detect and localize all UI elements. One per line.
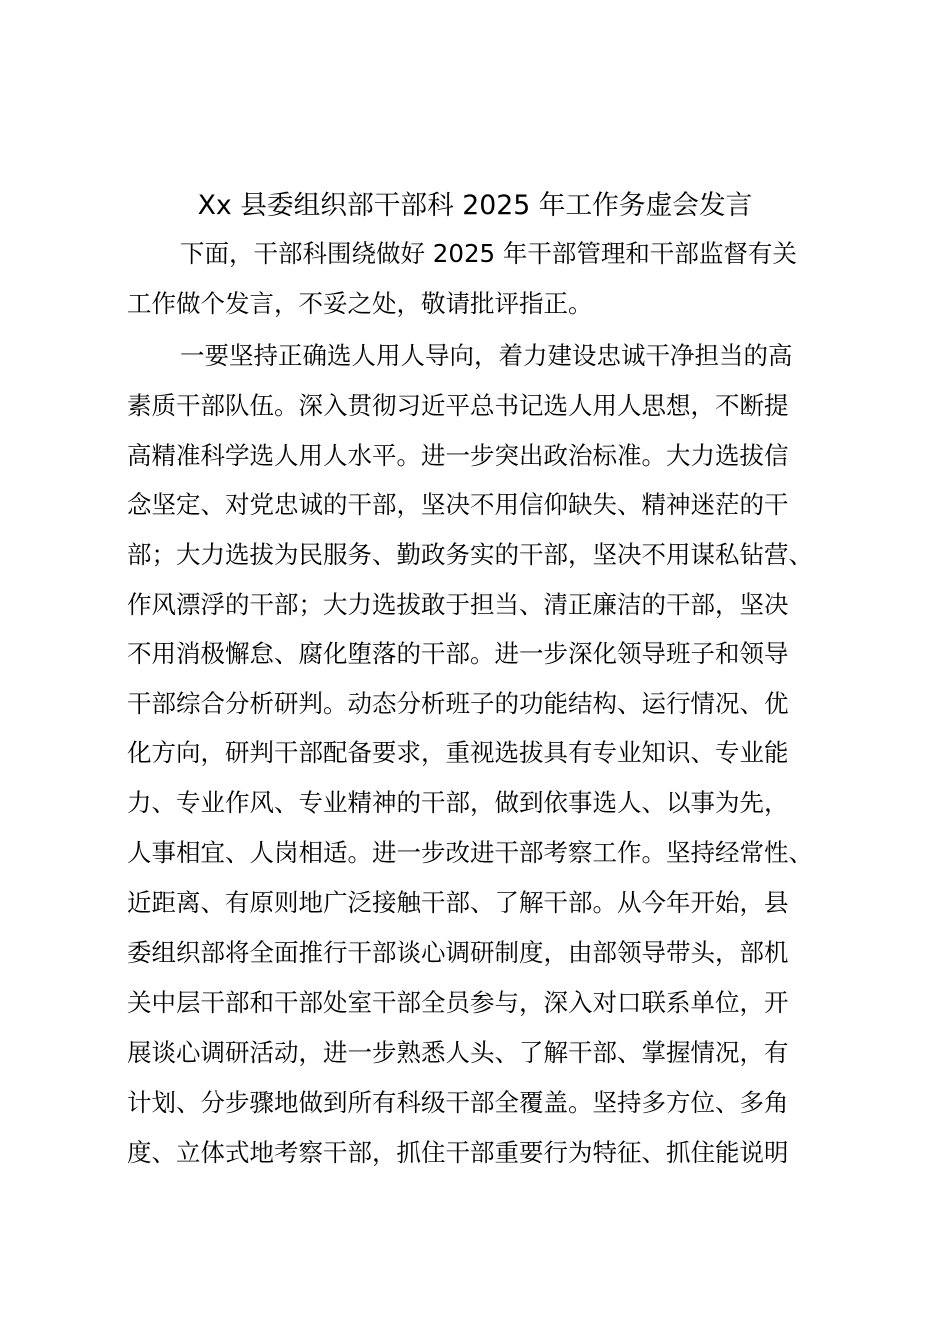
paragraph-2-line-10: 力、专业作风、专业精神的干部，做到依事选人、以事为先， <box>127 788 789 817</box>
paragraph-2-line-8: 干部综合分析研判。动态分析班子的功能结构、运行情况、优 <box>127 689 789 718</box>
paragraph-2-line-1: 一要坚持正确选人用人导向，着力建设忠诚干净担当的高 <box>180 341 793 370</box>
paragraph-2-line-6: 作风漂浮的干部；大力选拔敢于担当、清正廉洁的干部，坚决 <box>127 590 789 619</box>
paragraph-2-line-3: 高精准科学选人用人水平。进一步突出政治标准。大力选拔信 <box>127 441 789 470</box>
document-title: Xx 县委组织部干部科 2025 年工作务虚会发言 <box>197 190 753 221</box>
paragraph-2-line-9: 化方向，研判干部配备要求，重视选拔具有专业知识、专业能 <box>127 738 789 767</box>
paragraph-1-line-1: 下面，干部科围绕做好 2025 年干部管理和干部监督有关 <box>180 239 797 268</box>
paragraph-2-line-4: 念坚定、对党忠诚的干部，坚决不用信仰缺失、精神迷茫的干 <box>127 490 789 519</box>
paragraph-2-line-17: 度、立体式地考察干部，抓住干部重要行为特征、抓住能说明 <box>127 1138 789 1167</box>
paragraph-2-line-2: 素质干部队伍。深入贯彻习近平总书记选人用人思想，不断提 <box>127 391 789 420</box>
paragraph-2-line-12: 近距离、有原则地广泛接触干部、了解干部。从今年开始，县 <box>127 888 789 917</box>
paragraph-2-line-5: 部；大力选拔为民服务、勤政务实的干部，坚决不用谋私钻营、 <box>127 540 813 569</box>
paragraph-2-line-11: 人事相宜、人岗相适。进一步改进干部考察工作。坚持经常性、 <box>127 838 813 867</box>
paragraph-2-line-14: 关中层干部和干部处室干部全员参与，深入对口联系单位，开 <box>127 988 789 1017</box>
paragraph-2-line-15: 展谈心调研活动，进一步熟悉人头、了解干部、掌握情况，有 <box>127 1038 789 1067</box>
paragraph-2-line-13: 委组织部将全面推行干部谈心调研制度，由部领导带头，部机 <box>127 938 789 967</box>
paragraph-1-line-2: 工作做个发言，不妥之处，敬请批评指正。 <box>127 289 593 318</box>
paragraph-2-line-16: 计划、分步骤地做到所有科级干部全覆盖。坚持多方位、多角 <box>127 1088 789 1117</box>
paragraph-2-line-7: 不用消极懈怠、腐化堕落的干部。进一步深化领导班子和领导 <box>127 639 789 668</box>
